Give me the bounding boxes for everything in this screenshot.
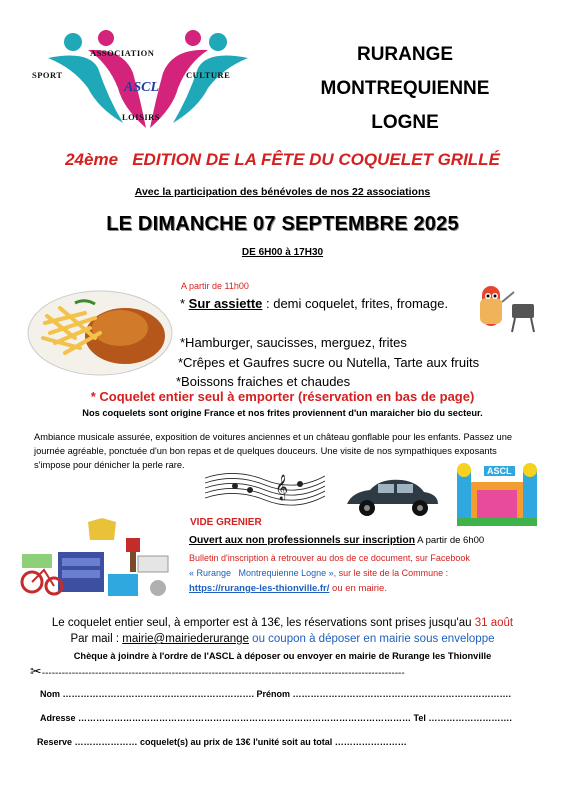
flea-market-image xyxy=(18,512,180,600)
bouncy-castle-image xyxy=(452,462,542,528)
logo-ascl: ASCL xyxy=(124,80,160,95)
logo-sport: SPORT xyxy=(32,70,63,80)
vide-grenier-open-label: Ouvert aux non professionnels sur inscription xyxy=(189,535,415,546)
facebook-page-name: « Rurange Montrequienne Logne » xyxy=(189,568,334,578)
vide-grenier-line-3b: ou en mairie. xyxy=(329,583,387,594)
scissors-icon: ✂ xyxy=(30,664,42,680)
coupon-name-field[interactable]: Nom ………………………………………………………. Prénom ………………………………………………………………. xyxy=(40,689,512,699)
hotdog-mascot-image xyxy=(470,278,540,336)
menu-plate-prefix: * xyxy=(180,296,189,311)
logo-loisirs: LOISIRS xyxy=(122,112,160,122)
menu-plate xyxy=(180,295,448,312)
reservation-line-1 xyxy=(0,617,565,629)
takeaway-notice: * Coquelet entier seul à emporter (réservation en bas de page) xyxy=(90,389,475,404)
menu-item-2: *Crêpes et Gaufres sucre ou Nutella, Tarte aux fruits xyxy=(178,355,480,370)
menu-item-1: *Hamburger, saucisses, merguez, frites xyxy=(180,335,407,350)
music-notes-image xyxy=(205,468,325,510)
event-hours: DE 6H00 à 17H30 xyxy=(241,247,324,258)
vide-grenier-open-time: A partir de 6h00 xyxy=(415,535,485,546)
reservation-line-2 xyxy=(0,633,565,645)
commune-website-link[interactable]: https://rurange-les-thionville.fr/ xyxy=(189,583,330,594)
coupon-address-field[interactable]: Adresse ………………………………………………………………………………………………… Tel ………………………. xyxy=(40,713,512,723)
reservation-mail-label: Par mail : xyxy=(70,633,123,645)
logo-association: ASSOCIATION xyxy=(90,48,155,58)
vide-grenier-line-2 xyxy=(189,568,448,578)
menu-plate-text: : demi coquelet, frites, fromage. xyxy=(262,296,449,311)
reservation-deadline: 31 août xyxy=(474,617,514,629)
reservation-price-text: Le coquelet entier seul, à emporter est à 13€, les réservations sont prises jusqu'au xyxy=(51,617,475,629)
menu-start-time: A partir de 11h00 xyxy=(181,281,249,291)
ascl-logo xyxy=(28,28,268,138)
town-name-3: LOGNE xyxy=(371,112,439,133)
food-plate-image xyxy=(25,278,175,380)
mairie-email-link[interactable]: mairie@mairiederurange xyxy=(122,633,249,645)
vide-grenier-line-2b: , sur le site de la Commune : xyxy=(333,568,449,578)
menu-plate-label: Sur assiette xyxy=(188,296,263,311)
reservation-cheque-note: Chèque à joindre à l'ordre de l'ASCL à déposer ou envoyer en mairie de Rurange les Thionville xyxy=(73,651,492,661)
vide-grenier-open xyxy=(189,535,484,546)
vintage-car-image xyxy=(342,474,442,520)
ambiance-paragraph: Ambiance musicale assurée, exposition de voitures anciennes et un château gonflable pour les enfants. Passez une journée agréable, ponctuée d'un bon repas et de quelques douceurs. Une visite de nos sympathiques exposants s'impose pour dénicher la perle rare. xyxy=(34,432,513,470)
reservation-envelope-text: ou coupon à déposer en mairie sous enveloppe xyxy=(248,633,495,645)
vide-grenier-line-3 xyxy=(189,583,387,594)
coupon-cut-line xyxy=(30,664,550,680)
participation-subtitle: Avec la participation des bénévoles de nos 22 associations xyxy=(134,186,431,198)
edition-title: 24ème EDITION DE LA FÊTE DU COQUELET GRILLÉ xyxy=(65,150,500,169)
bouncy-castle-label: ASCL xyxy=(484,466,515,476)
town-name-1: RURANGE xyxy=(356,44,454,65)
vide-grenier-line-1: Bulletin d'inscription à retrouver au dos de ce document, sur Facebook xyxy=(189,553,470,563)
coupon-dashes: ------------------------------------------------------------------------------------------------------------- xyxy=(41,668,405,679)
origin-note: Nos coquelets sont origine France et nos frites proviennent d'un maraicher bio du secteur. xyxy=(82,408,483,418)
vide-grenier-title: VIDE GRENIER xyxy=(190,517,262,528)
menu-item-3: *Boissons fraiches et chaudes xyxy=(176,374,351,389)
svg-text:𝄞: 𝄞 xyxy=(275,475,289,500)
logo-culture: CULTURE xyxy=(186,70,231,80)
town-name-2: MONTREQUIENNE xyxy=(320,78,490,99)
coupon-reserve-field[interactable]: Reserve ………………… coquelet(s) au prix de 13€ l'unité soit au total …………………… xyxy=(37,737,407,747)
event-date: LE DIMANCHE 07 SEPTEMBRE 2025 xyxy=(106,213,459,235)
